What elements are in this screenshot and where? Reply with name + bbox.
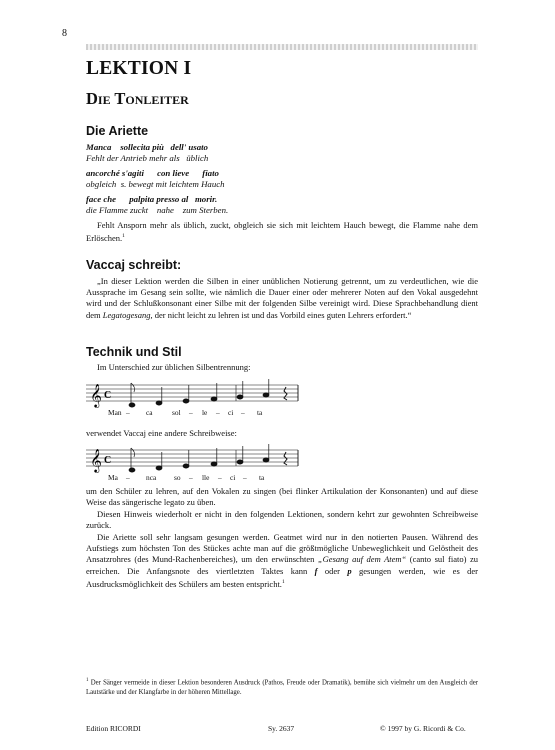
treble-clef-icon: 𝄞: [90, 448, 102, 472]
common-time-icon: C: [104, 390, 112, 401]
vaccaj-quote: „In dieser Lektion werden die Silben in einer unüblichen Notierung getrennt, um zu verdeutlichen, wie die Aussprache im Gesang sein sollte, wie nämlich die Dauer einer oder mehrerer Noten auf den Vokal ausgedehnt wird und der Schlußkonsonant einer Silbe mit der folgenden Silbe vereinigt wird. Diese Sprachbehandlung dient dem Legatogesang, der nicht leicht zu lehren ist und das Vorbild eines guten Lehrers erfordert.“: [86, 276, 478, 320]
footer-code: Sy. 2637: [268, 724, 295, 733]
lyric-line-italian: Manca sollecita più dell' usato: [86, 142, 208, 152]
lesson-subtitle: Die Tonleiter: [86, 89, 189, 108]
paragraph-ariette: Die Ariette soll sehr langsam gesungen werden. Geatmet wird nur in den notierten Pausen. Während des Aufstiegs zum höchsten Ton des Stückes achte man auf die größtmögliche Unbeweglichkeit und Gelöstheit des Ansatzrohres (des Mund-Rachenbereiches), um den erwünschten „Gesang auf dem Atem“ (canto sul fiato) zu erreichen. Die Anfangsnote des viertletzten Taktes kann f oder p gesungen werden, wie es der Ausdrucksmöglichkeit des Schülers am besten entspricht.$^1$: [86, 532, 478, 589]
treble-clef-icon: 𝄞: [90, 383, 102, 407]
page-number: 8: [62, 28, 67, 39]
example2-syllables: Ma – nca so – lle – ci – ta: [108, 473, 265, 482]
translation-paragraph: Fehlt Ansporn mehr als üblich, zuckt, obgleich sie sich mit leichtem Hauch bewegt, die Flamme nahe dem Erlöschen.$^1$: [86, 220, 478, 244]
common-time-icon: C: [104, 455, 112, 466]
lyric-line-italian: face che palpita presso al morir.: [86, 194, 218, 204]
section-ariette-heading: Die Ariette: [86, 124, 149, 138]
vaccaj-alt-text: verwendet Vaccaj eine andere Schreibweise:: [86, 428, 237, 438]
lyric-line-italian: ancorché s'agiti con lieve fiato: [86, 168, 219, 178]
lyric-line-german: die Flamme zuckt nahe zum Sterben.: [86, 205, 229, 215]
technik-intro: Im Unterschied zur üblichen Silbentrennung:: [97, 362, 251, 372]
lyric-line-german: Fehlt der Antrieb mehr als üblich: [86, 153, 209, 163]
paragraph-legato: um den Schüler zu lehren, auf den Vokalen zu singen (bei flinker Artikulation der Konsonanten) und auf diese Weise das sängerische legato zu üben.: [86, 486, 478, 508]
footer-copyright: © 1997 by G. Ricordi & Co.: [380, 724, 466, 733]
footnote-reference: 1: [122, 233, 125, 240]
lesson-title: LEKTION I: [86, 58, 192, 79]
section-technik-heading: Technik und Stil: [86, 345, 182, 359]
paragraph-hinweis: Diesen Hinweis wiederholt er nicht in den folgenden Lektionen, sondern kehrt zur gewohnten Schreibweise zurück.: [86, 509, 478, 531]
lyric-line-german: obgleich s. bewegt mit leichtem Hauch: [86, 179, 225, 189]
footnote: $^1$ Der Sänger vermeide in dieser Lektion besonderen Ausdruck (Pathos, Freude oder Dramatik), bemühe sich vielmehr um den Ausgleich der Lautstärke und der Klangfarbe in der höheren Mittellage.: [86, 678, 478, 696]
header-band: [86, 44, 478, 50]
footer-publisher: Edition RICORDI: [86, 724, 141, 733]
section-vaccaj-heading: Vaccaj schreibt:: [86, 258, 182, 272]
footnote-reference: 1: [281, 578, 285, 585]
example1-syllables: Man – ca sol – le – ci – ta: [108, 408, 263, 417]
